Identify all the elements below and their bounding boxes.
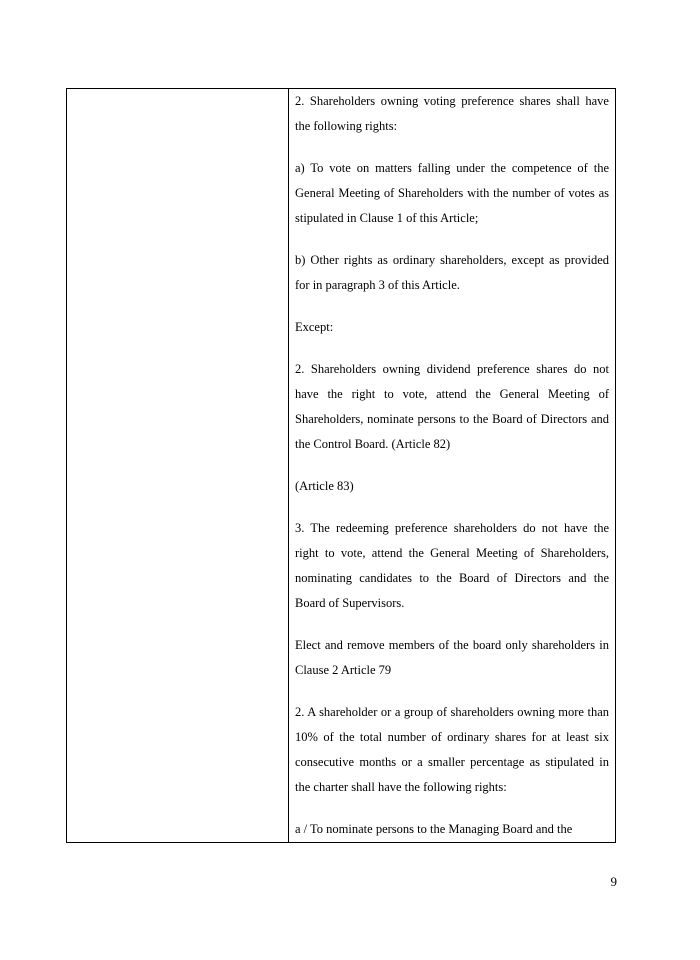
table-right-column [289, 89, 615, 842]
paragraph-item-b: b) Other rights as ordinary shareholders, except as provided for in paragraph 3 of this Article. [295, 253, 609, 292]
paragraph-ten-percent-shareholders: 2. A shareholder or a group of shareholders owning more than 10% of the total number of ordinary shares for at least six consecutive months or a smaller percentage as stipulated in the charter shall have the following rights: [295, 705, 609, 794]
table-left-column [67, 89, 289, 842]
paragraph-voting-preference-rights: 2. Shareholders owning voting preference shares shall have the following rights: [295, 94, 609, 133]
paragraph-article-83: (Article 83) [295, 479, 354, 493]
paragraph-dividend-preference: 2. Shareholders owning dividend preference shares do not have the right to vote, attend the General Meeting of Shareholders, nominate persons to the Board of Directors and the Control Board. (Article 82) [295, 362, 609, 451]
paragraph-item-a: a) To vote on matters falling under the competence of the General Meeting of Shareholders with the number of votes as stipulated in Clause 1 of this Article; [295, 161, 609, 225]
paragraph-redeeming-preference: 3. The redeeming preference shareholders do not have the right to vote, attend the General Meeting of Shareholders, nominating candidates to the Board of Directors and the Board of Supervisors. [295, 521, 609, 610]
document-table [66, 88, 616, 843]
paragraph-except: Except: [295, 320, 334, 334]
page-number: 9 [610, 874, 617, 889]
paragraph-elect-remove: Elect and remove members of the board only shareholders in Clause 2 Article 79 [295, 638, 609, 677]
paragraph-nominate-persons: a / To nominate persons to the Managing Board and the [295, 822, 573, 836]
